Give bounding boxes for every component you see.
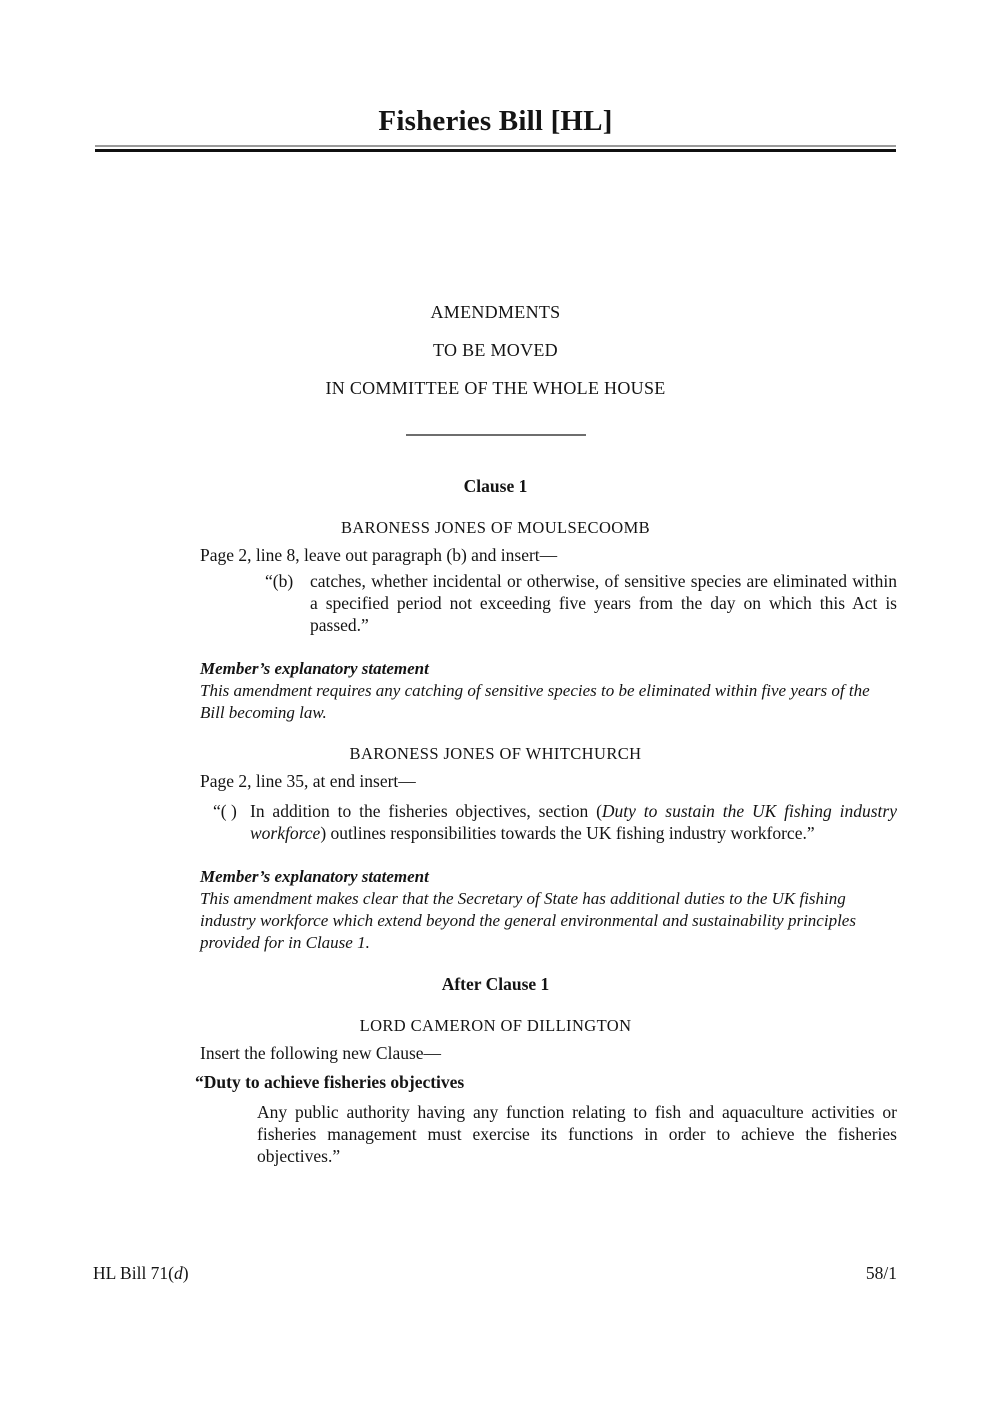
amendment-provision — [265, 570, 897, 636]
new-clause-title: “Duty to achieve fisheries objectives — [195, 1072, 465, 1092]
clause-1-heading: Clause 1 — [463, 476, 528, 496]
preamble-line-committee: IN COMMITTEE OF THE WHOLE HOUSE — [325, 378, 666, 398]
provision-marker: “(b) — [265, 571, 294, 591]
explanatory-statement-text: This amendment makes clear that the Secretary of State has additional duties to the UK fishing industry workforce which extend beyond the general environmental and sustainability principles provided for in Clause 1. — [200, 889, 856, 952]
amendment-instruction: Page 2, line 35, at end insert— — [200, 771, 416, 791]
provision-text — [250, 800, 897, 844]
provision-text-italic: Duty to sustain the UK fishing industry workforce — [250, 801, 897, 843]
page-title: Fisheries Bill [HL] — [378, 105, 613, 137]
provision-text-after: ) outlines responsibilities towards the UK fishing industry workforce.” — [320, 823, 815, 843]
title-rule — [95, 145, 896, 152]
bill-reference-suffix: ) — [182, 1263, 189, 1283]
preamble-line-to-be-moved: TO BE MOVED — [433, 340, 558, 360]
bill-reference-prefix: HL Bill 71( — [93, 1263, 175, 1283]
preamble-line-amendments: AMENDMENTS — [430, 302, 561, 322]
amendment-instruction: Page 2, line 8, leave out paragraph (b) and insert— — [200, 545, 558, 565]
mover-name-moulsecoomb: BARONESS JONES OF MOULSECOOMB — [340, 518, 651, 537]
amendment-provision — [213, 800, 897, 844]
mover-name-dillington: LORD CAMERON OF DILLINGTON — [359, 1016, 632, 1035]
preamble — [0, 302, 991, 436]
page-footer — [93, 1262, 897, 1284]
explanatory-statement-heading: Member’s explanatory statement — [200, 867, 429, 886]
amendment-number: 58/1 — [865, 1263, 897, 1283]
new-clause-text: Any public authority having any function relating to fish and aquaculture activities or fisheries management must exercise its functions in order to achieve the fisheries objectives.” — [257, 1102, 897, 1166]
explanatory-statement-text: This amendment requires any catching of sensitive species to be eliminated within five years of the Bill becoming law. — [200, 681, 870, 722]
amendment-instruction: Insert the following new Clause— — [200, 1043, 442, 1063]
explanatory-statement-heading: Member’s explanatory statement — [200, 659, 429, 678]
mover-name-whitchurch: BARONESS JONES OF WHITCHURCH — [349, 744, 642, 763]
provision-marker: “( ) — [213, 801, 237, 821]
bill-reference — [93, 1262, 189, 1284]
bill-reference-letter: d — [174, 1263, 183, 1283]
section-divider — [406, 434, 586, 436]
provision-text: catches, whether incidental or otherwise, of sensitive species are eliminated within a specified period not exceeding five years from the day on which this Act is passed.” — [310, 571, 897, 635]
after-clause-1-heading: After Clause 1 — [441, 974, 550, 994]
provision-text-before: In addition to the fisheries objectives, section ( — [250, 801, 602, 821]
